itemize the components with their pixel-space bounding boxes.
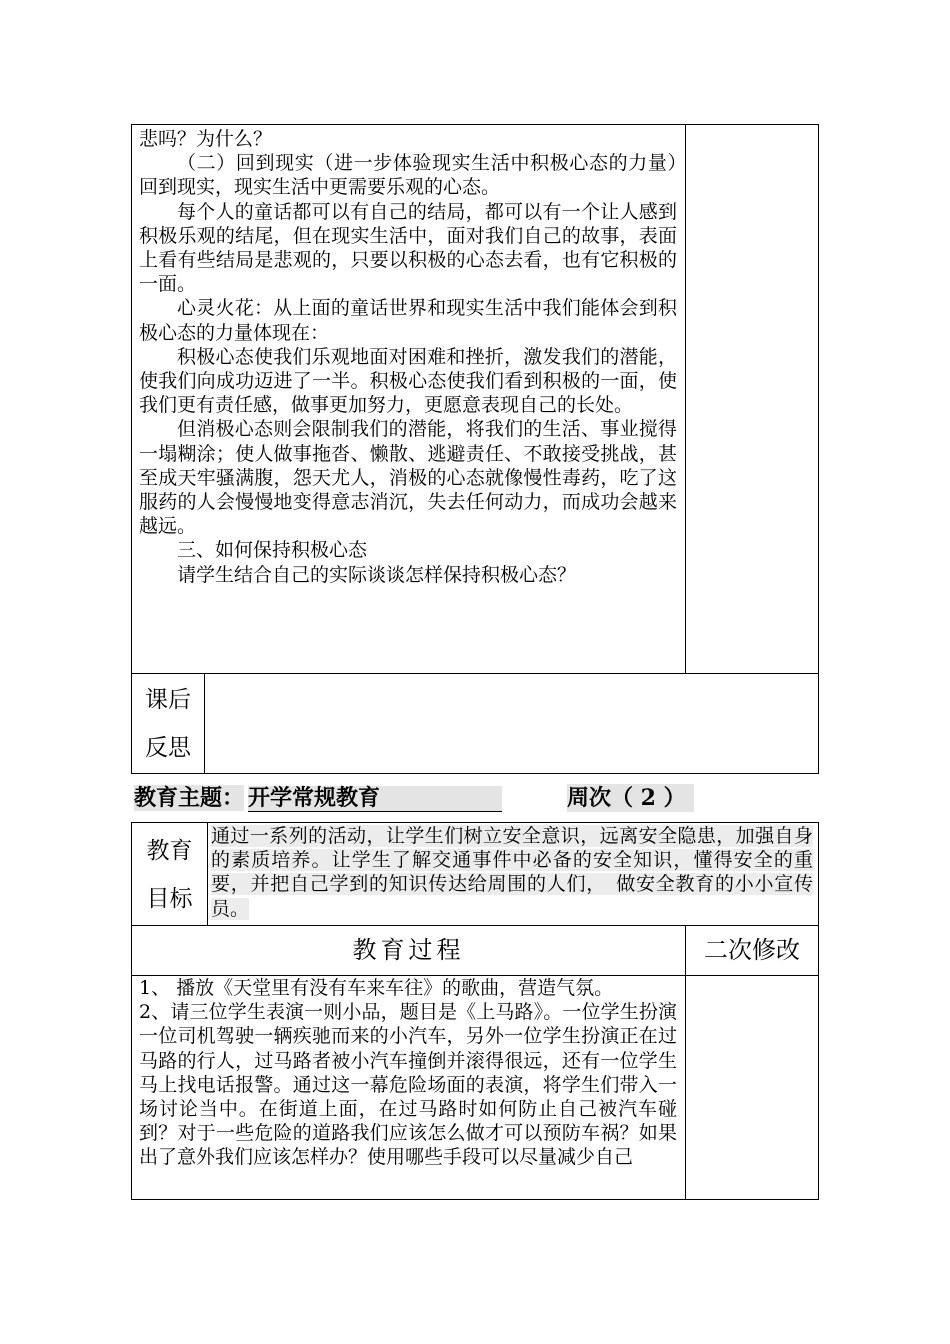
reflection-row xyxy=(132,673,818,773)
process-paragraph: 1、 播放《天堂里有没有车来车往》的歌曲，营造气氛。 xyxy=(139,977,614,999)
lesson-content-cell xyxy=(132,125,697,673)
goal-text xyxy=(211,824,813,921)
theme-heading xyxy=(134,784,710,812)
goal-label-line2: 目标 xyxy=(146,886,193,912)
goal-label xyxy=(132,823,208,925)
revision-cell-empty xyxy=(686,125,818,673)
goal-label-line1: 教育 xyxy=(146,838,193,864)
week-number: 周次（ 2 ） xyxy=(567,784,694,812)
paragraph: 三、如何保持积极心态 xyxy=(177,539,368,562)
process-header: 教育过程 xyxy=(132,926,686,975)
paragraph: 悲吗？为什么？ xyxy=(139,128,273,150)
paragraph: 心灵火花：从上面的童话世界和现实生活中我们能体会到积极心态的力量体现在： xyxy=(139,297,677,344)
process-paragraph: 2、请三位学生表演一则小品，题目是《上马路》。一位学生扮演一位司机驾驶一辆疾驰而来的小汽车，另外一位学生扮演正在过马路的行人，过马路者被小汽车撞倒并滚得很远，还有一位学生马上找电话报警。通过这一幕危险场面的表演，将学生们带入一场讨论当中。在街道上面，在过马路时如何防止自己被汽车碰到？对于一些危险的道路我们应该怎么做才可以预防车祸？如果出了意外我们应该怎样办？使用哪些手段可以尽量减少自己 xyxy=(139,1001,677,1169)
reflection-label-line1: 课后 xyxy=(145,687,191,713)
reflection-label-line2: 反思 xyxy=(145,735,191,761)
lesson-table-2 xyxy=(131,822,819,1200)
process-content-cell xyxy=(132,976,686,1199)
paragraph: 请学生结合自己的实际谈谈怎样保持积极心态？ xyxy=(177,563,577,586)
theme-label: 教育主题： xyxy=(134,785,245,811)
paragraph: （二）回到现实（进一步体验现实生活中积极心态的力量） 回到现实，现实生活中更需要乐观的心态。 xyxy=(139,152,697,199)
goal-text-content: 通过一系列的活动，让学生们树立安全意识，远离安全隐患，加强自身的素质培养。让学生了解交通事件中必备的安全知识，懂得安全的重要，并把自己学到的知识传达给周围的人们， 做安全教育的小小宣传员。 xyxy=(211,825,813,920)
paragraph: 但消极心态则会限制我们的潜能，将我们的生活、事业搅得一塌糊涂；使人做事拖沓、懒散、逃避责任、不敢接受挑战，甚至成天牢骚满腹，怨天尤人，消极的心态就像慢性毒药，吃了这服药的人会慢慢地变得意志消沉，失去任何动力，而成功会越来越远。 xyxy=(139,418,677,538)
lesson-table-1 xyxy=(131,124,819,774)
paragraph: 积极心态使我们乐观地面对困难和挫折，激发我们的潜能，使我们向成功迈进了一半。积极心态使我们看到积极的一面，使我们更有责任感，做事更加努力，更愿意表现自己的长处。 xyxy=(139,345,677,417)
paragraph: 每个人的童话都可以有自己的结局，都可以有一个让人感到积极乐观的结尾，但在现实生活中，面对我们自己的故事，表面上看有些结局是悲观的，只要以积极的心态去看，也有它积极的一面。 xyxy=(139,200,677,296)
theme-topic: 开学常规教育 xyxy=(248,786,502,812)
reflection-label xyxy=(132,674,205,773)
goal-row xyxy=(132,823,818,926)
process-header-row xyxy=(132,926,818,976)
revision-header: 二次修改 xyxy=(704,936,800,964)
